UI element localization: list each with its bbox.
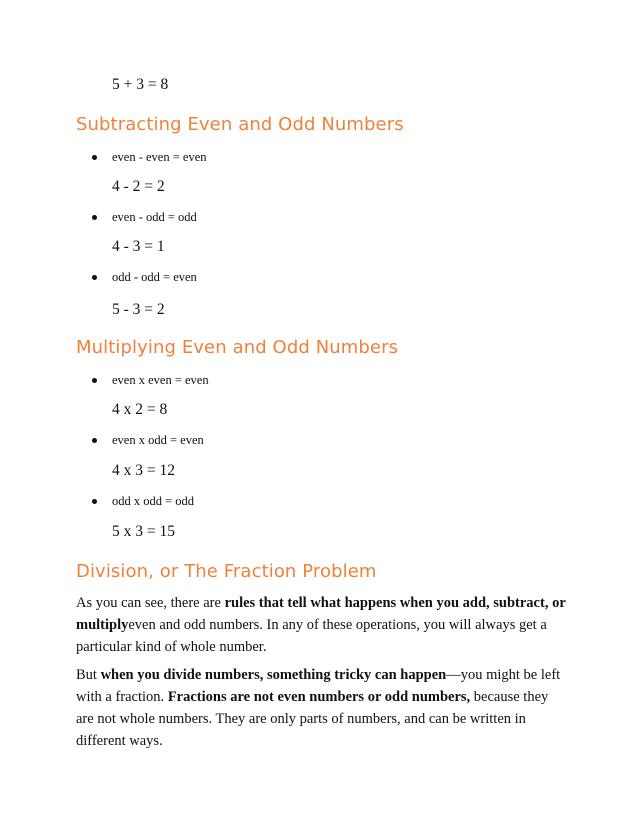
example-equation: 4 - 3 = 1	[112, 238, 165, 255]
bullet-icon	[92, 499, 97, 504]
division-heading: Division, or The Fraction Problem	[76, 561, 377, 582]
rule-text: even x even = even	[112, 373, 209, 387]
multiplying-heading: Multiplying Even and Odd Numbers	[76, 337, 399, 358]
paragraph-bold: rules that tell what happens when you add, subtract, or multiply	[76, 595, 566, 633]
paragraph-text: even and odd numbers. In any of these operations, you will always get a particular kind of whole number.	[76, 617, 547, 655]
subtracting-heading: Subtracting Even and Odd Numbers	[76, 114, 404, 135]
rule-text: odd - odd = even	[112, 270, 197, 284]
rule-text: even - odd = odd	[112, 210, 197, 224]
bullet-icon	[92, 275, 97, 280]
paragraph	[76, 664, 566, 752]
bullet-icon	[92, 215, 97, 220]
paragraph-bold: when you divide numbers, something tricky can happen	[100, 667, 447, 683]
example-equation: 4 - 2 = 2	[112, 178, 165, 195]
bullet-icon	[92, 378, 97, 383]
example-equation: 4 x 3 = 12	[112, 462, 175, 479]
bullet-icon	[92, 155, 97, 160]
top-equation: 5 + 3 = 8	[112, 76, 169, 93]
paragraph-bold: Fractions are not even numbers or odd numbers,	[167, 689, 471, 705]
paragraph	[76, 592, 566, 658]
rule-text: even x odd = even	[112, 433, 204, 447]
paragraph-text: But	[76, 667, 101, 683]
example-equation: 5 - 3 = 2	[112, 301, 165, 318]
example-equation: 4 x 2 = 8	[112, 401, 168, 418]
example-equation: 5 x 3 = 15	[112, 523, 175, 540]
paragraph-text: because they are not whole numbers. They are only parts of numbers, and can be written in different ways.	[76, 689, 549, 749]
bullet-icon	[92, 438, 97, 443]
paragraph-text: As you can see, there are	[76, 595, 225, 611]
rule-text: odd x odd = odd	[112, 494, 195, 508]
paragraph-text: —you might be left with a fraction.	[76, 667, 561, 705]
rule-text: even - even = even	[112, 150, 207, 164]
